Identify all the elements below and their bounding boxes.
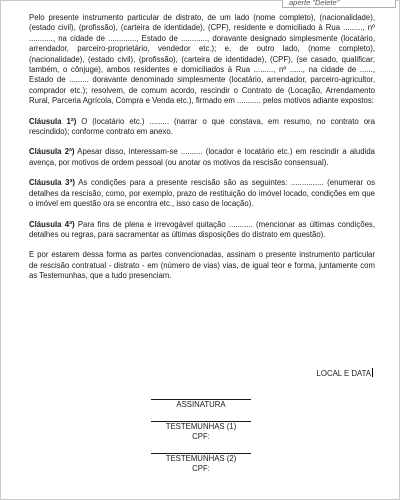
clause-3 — [29, 178, 375, 209]
place-date-text: LOCAL E DATA — [316, 369, 371, 378]
document-body — [29, 13, 375, 292]
intro-paragraph: Pelo presente instrumento particular de distrato, de um lado (nome completo), (nacionalidade), (estado civil), (profissão), (carteira de identidade), (CPF), residente e domiciliado à Rua ........., nº ..........., na cidade de ............., Estado de ............, doravante designado simplesmente (locatário, arrendador, parceiro-proprietário, vendedor etc.); e, de outro lado, (nome completo), (nacionalidade), (estado civil), (profissão), (carteira de identidade), (CPF), (se casado, qualificar; também, o cônjuge), ambos residentes e domiciliados à Rua ........., nº ......, na cidade de ......, Estado de ......... doravante denominado simplesmente (locatário, arrendador, parceiro-agricultor, comprador etc.); resolvem, de comum acordo, rescindir o Contrato de (Locação, Arrendamento Rural, Parceria Agrícola, Compra e Venda etc.), firmado em ........... pelos motivos adiante expostos: — [29, 13, 375, 106]
clause-3-title: Cláusula 3ª) — [29, 178, 75, 188]
clause-1-text: O (locatário etc.) ......... (narrar o que constava, em resumo, no contrato ora rescindido); conforme contrato em anexo. — [29, 116, 375, 137]
clause-1-title: Cláusula 1ª) — [29, 116, 77, 126]
clause-2 — [29, 147, 375, 168]
clause-2-text: Apesar disso, interessam-se .......... (locador e locatário etc.) em rescindir a aludida avença, por motivos de ordem pessoal (ou anotar os motivos da rescisão consensual). — [29, 147, 375, 167]
delete-hint-box: aperte "Delete" — [282, 0, 396, 8]
clause-4 — [29, 220, 375, 241]
closing-paragraph: E por estarem dessa forma as partes convencionadas, assinam o presente instrumento particular de rescisão contratual - distrato - em (número de vias) vias, de igual teor e forma, juntamente com as Testemunhas, que a tudo presenciam. — [29, 250, 375, 281]
place-date-line[interactable] — [1, 368, 373, 378]
witness-1-label: TESTEMUNHAS (1) — [165, 422, 237, 431]
signature-block — [145, 399, 257, 410]
clause-1 — [29, 117, 375, 138]
clause-4-title: Cláusula 4ª) — [29, 219, 75, 229]
witness-1-cpf: CPF: — [192, 432, 210, 441]
witness-2-label: TESTEMUNHAS (2) — [165, 454, 237, 463]
text-cursor — [372, 368, 373, 377]
witness-1-block — [145, 421, 257, 442]
clause-3-text: As condições para a presente rescisão são as seguintes: ............... (enumerar os detalhes da rescisão, como, por exemplo, prazo de restituição do imóvel locado, condições em que o imóvel em questão ora se encontra etc., isso caso de locação). — [29, 178, 375, 209]
signature-label: ASSINATURA — [176, 400, 226, 409]
clause-2-title: Cláusula 2ª) — [29, 147, 75, 157]
clause-4-text: Para fins de plena e irrevogável quitação ........... (mencionar as últimas condições, detalhes ou regras, para sacramentar as últimas disposições do distrato em questão). — [29, 219, 375, 239]
witness-2-cpf: CPF: — [192, 464, 210, 473]
witness-2-block — [145, 453, 257, 474]
